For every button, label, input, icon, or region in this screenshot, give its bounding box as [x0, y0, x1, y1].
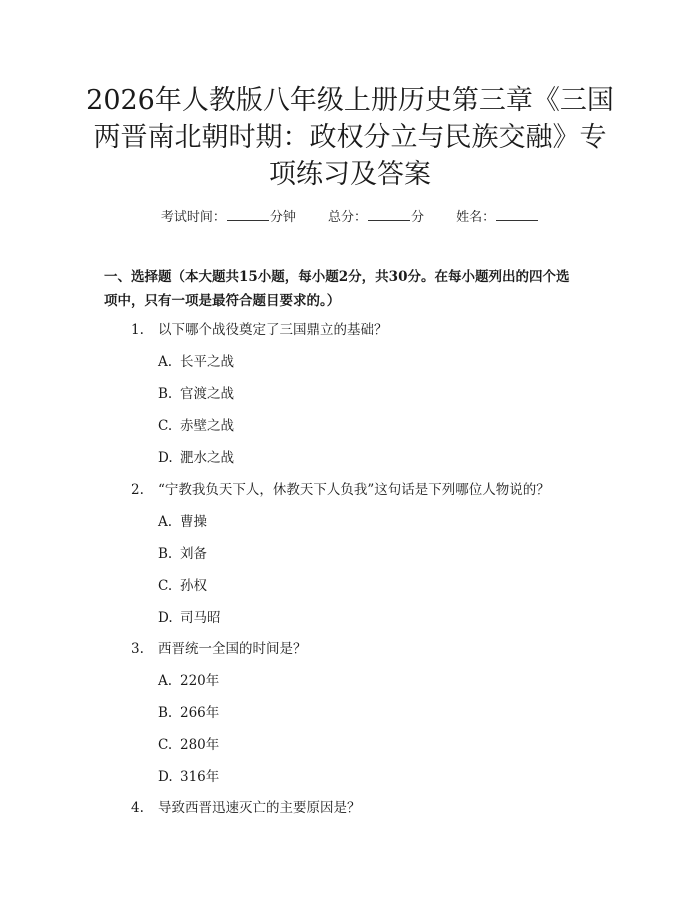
option-text: 曹操 [180, 514, 207, 530]
total-score-label: 总分： [327, 210, 367, 225]
question-2-option-c [158, 574, 207, 594]
option-text: 220年 [180, 673, 220, 689]
question-text: “宁教我负天下人，休教天下人负我”这句话是下列哪位人物说的？ [158, 482, 550, 498]
option-text: 淝水之战 [180, 450, 234, 466]
exam-time-blank [227, 208, 269, 221]
question-2-option-a [158, 510, 207, 530]
question-3-option-b [158, 701, 219, 721]
option-text: 赤壁之战 [180, 418, 234, 434]
option-text: 长平之战 [180, 354, 234, 370]
name-label: 姓名： [456, 210, 496, 225]
question-text: 以下哪个战役奠定了三国鼎立的基础？ [158, 322, 388, 338]
option-letter: A. [158, 514, 173, 530]
option-text: 官渡之战 [180, 386, 234, 402]
option-letter: A. [158, 673, 173, 689]
question-text: 西晋统一全国的时间是？ [158, 641, 307, 657]
total-score-blank [368, 208, 410, 221]
name-blank [496, 208, 538, 221]
section-heading-line-2: 项中，只有一项是最符合题目要求的。） [104, 293, 341, 309]
question-number: 3. [131, 641, 144, 657]
option-text: 266年 [180, 705, 220, 721]
question-3 [131, 637, 307, 657]
question-3-option-a [158, 669, 219, 689]
question-1-option-c [158, 414, 234, 434]
question-2-option-b [158, 542, 207, 562]
option-letter: B. [158, 386, 173, 402]
total-score-unit: 分 [411, 210, 425, 225]
exam-time-unit: 分钟 [269, 210, 296, 225]
option-text: 刘备 [180, 546, 207, 562]
name-field [456, 210, 539, 225]
option-letter: D. [158, 450, 173, 466]
option-letter: C. [158, 418, 173, 434]
option-letter: C. [158, 737, 173, 753]
exam-time-field [161, 210, 296, 225]
question-2-option-d [158, 606, 221, 626]
question-2 [131, 478, 550, 498]
section-heading-line-1: 一、选择题（本大题共15小题，每小题2分，共30分。在每小题列出的四个选 [104, 269, 570, 285]
option-letter: B. [158, 705, 173, 721]
question-3-option-d [158, 765, 219, 785]
option-letter: A. [158, 354, 173, 370]
question-1-option-b [158, 382, 234, 402]
option-letter: B. [158, 546, 173, 562]
exam-time-label: 考试时间： [160, 210, 226, 225]
exam-info-line [0, 206, 700, 225]
question-1-option-a [158, 350, 234, 370]
title-line-2: 两晋南北朝时期：政权分立与民族交融》专 [93, 122, 607, 153]
option-text: 280年 [180, 737, 220, 753]
question-number: 1. [131, 322, 144, 338]
option-text: 316年 [180, 769, 220, 785]
question-4 [131, 796, 361, 816]
question-3-option-c [158, 733, 219, 753]
total-score-field [328, 210, 424, 225]
option-letter: D. [158, 769, 173, 785]
option-text: 司马昭 [180, 610, 221, 626]
title-line-3: 项练习及答案 [269, 159, 431, 190]
question-1-option-d [158, 446, 234, 466]
section-heading [104, 265, 604, 313]
document-title [60, 82, 640, 193]
question-text: 导致西晋迅速灭亡的主要原因是？ [158, 800, 361, 816]
option-letter: C. [158, 578, 173, 594]
title-line-1: 2026年人教版八年级上册历史第三章《三国 [86, 85, 614, 116]
option-text: 孙权 [180, 578, 207, 594]
question-1 [131, 318, 388, 338]
option-letter: D. [158, 610, 173, 626]
question-number: 2. [131, 482, 144, 498]
question-number: 4. [131, 800, 144, 816]
